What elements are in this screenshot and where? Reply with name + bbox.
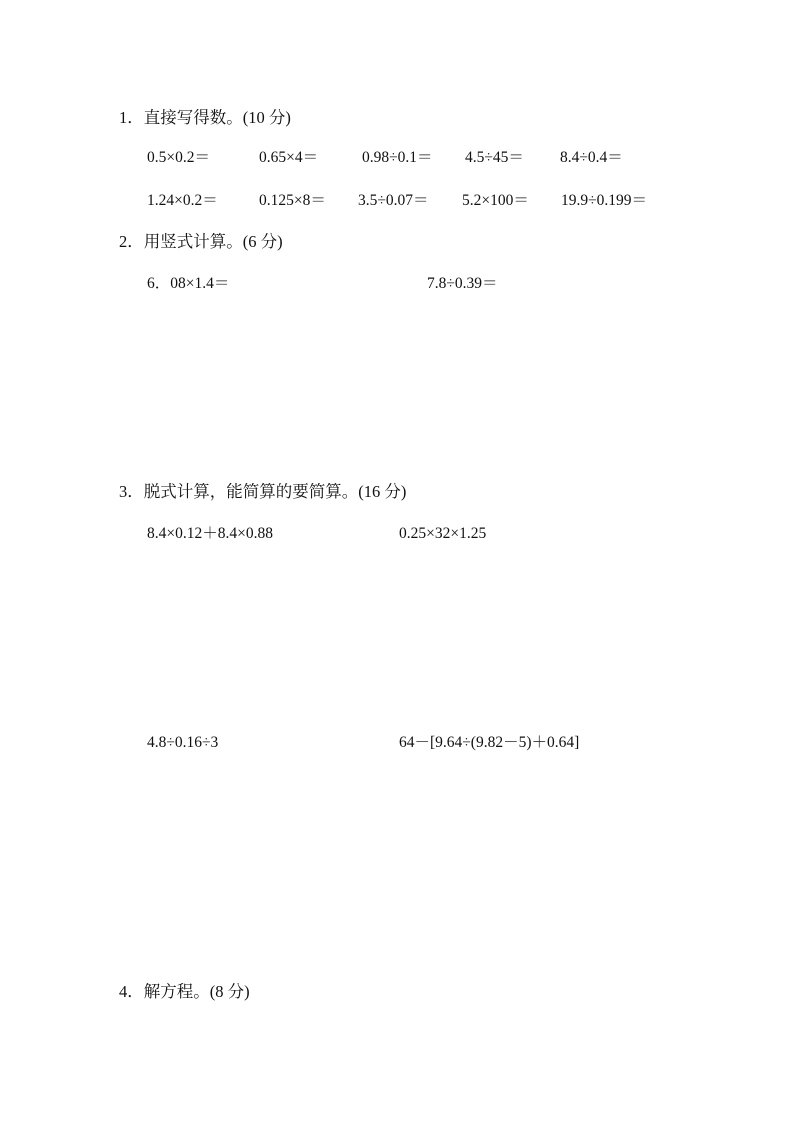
q1-row2-item-4: 5.2×100＝ [462, 192, 529, 209]
q1-row2-item-1: 1.24×0.2＝ [147, 192, 218, 209]
q1-row1-item-4: 4.5÷45＝ [465, 149, 524, 166]
q1-row1-item-3: 0.98÷0.1＝ [362, 149, 433, 166]
q2-item-1: 6．08×1.4＝ [147, 275, 230, 292]
q2-heading: 2．用竖式计算。(6 分) [119, 232, 283, 251]
q1-heading: 1．直接写得数。(10 分) [119, 108, 291, 127]
q3-item-3: 4.8÷0.16÷3 [147, 734, 219, 751]
q3-item-2: 0.25×32×1.25 [399, 525, 487, 542]
q1-row2-item-2: 0.125×8＝ [259, 192, 326, 209]
q1-row1-item-5: 8.4÷0.4＝ [560, 149, 623, 166]
q3-item-4: 64－[9.64÷(9.82－5)＋0.64] [399, 734, 580, 751]
q3-heading: 3．脱式计算，能简算的要简算。(16 分) [119, 482, 407, 501]
q1-row2-item-5: 19.9÷0.199＝ [561, 192, 648, 209]
q1-row2-item-3: 3.5÷0.07＝ [358, 192, 429, 209]
q4-heading: 4．解方程。(8 分) [119, 982, 250, 1001]
q3-item-1: 8.4×0.12＋8.4×0.88 [147, 525, 273, 542]
q1-row1-item-2: 0.65×4＝ [259, 149, 319, 166]
q2-item-2: 7.8÷0.39＝ [427, 275, 498, 292]
q1-row1-item-1: 0.5×0.2＝ [147, 149, 210, 166]
